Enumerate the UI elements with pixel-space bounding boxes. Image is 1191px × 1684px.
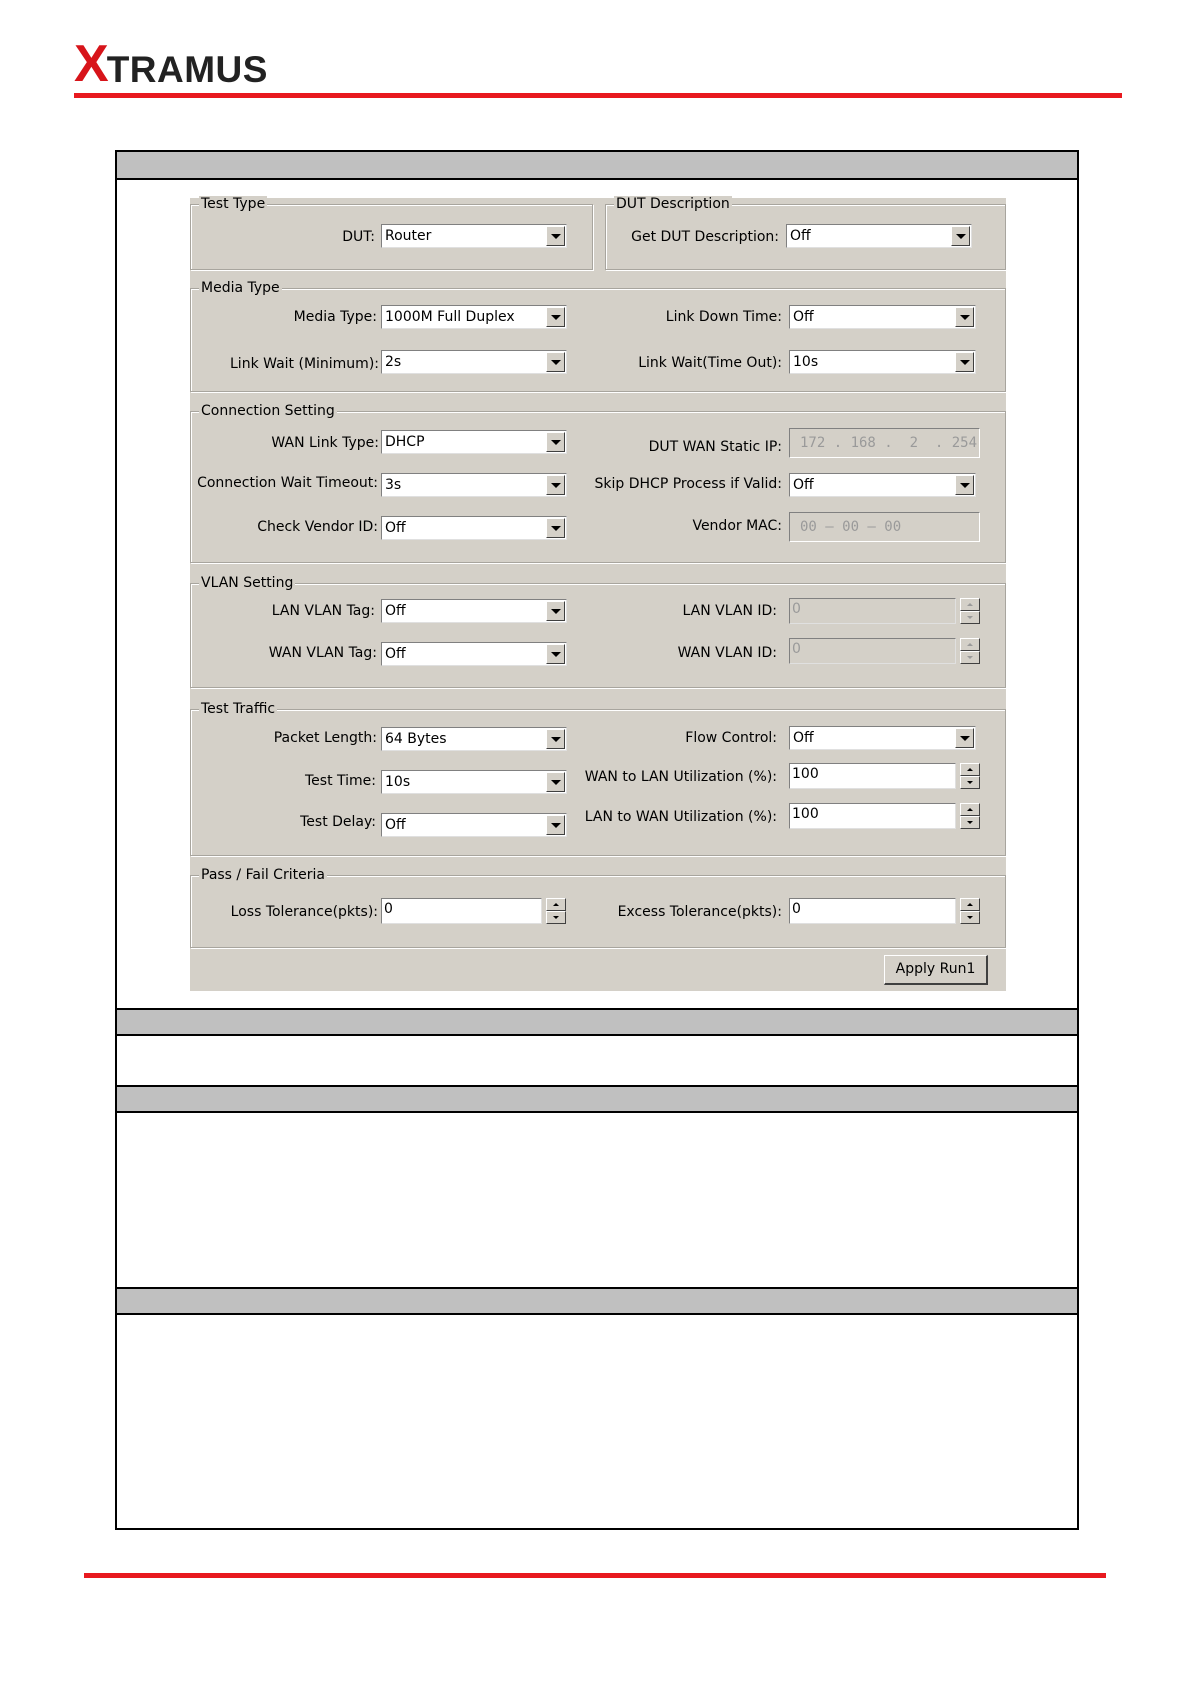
spin-down-icon[interactable] [960,776,980,789]
test-type-legend: Test Type [201,196,266,212]
chevron-down-icon[interactable] [546,815,565,835]
spin-up-icon[interactable] [546,898,566,911]
xtramus-logo [74,35,268,93]
test-time-value: 10s [385,774,411,790]
dut-wan-static-ip-label: DUT WAN Static IP: [648,439,782,455]
connection-wait-timeout-value: 3s [385,477,402,493]
chevron-down-icon[interactable] [546,601,565,621]
connection-setting-legend: Connection Setting [201,403,335,419]
chevron-down-icon[interactable] [546,772,565,792]
wan-to-lan-utilization-input[interactable] [789,763,956,789]
dut-select[interactable] [381,224,567,248]
chevron-down-icon[interactable] [955,475,974,495]
lan-vlan-tag-value: Off [385,603,406,619]
skip-dhcp-label: Skip DHCP Process if Valid: [594,476,782,492]
chevron-down-icon[interactable] [546,226,565,246]
loss-tolerance-value: 0 [384,901,393,917]
chevron-down-icon[interactable] [955,307,974,327]
loss-tolerance-label: Loss Tolerance(pkts): [230,904,378,920]
chevron-down-icon[interactable] [546,475,565,495]
test-traffic-legend: Test Traffic [201,701,276,717]
flow-control-select[interactable] [789,726,976,750]
lan-vlan-tag-select[interactable] [381,599,567,623]
link-down-time-value: Off [793,309,814,325]
packet-length-value: 64 Bytes [385,731,447,747]
excess-tolerance-input[interactable] [789,898,956,924]
chevron-down-icon[interactable] [546,307,565,327]
spin-up-icon[interactable] [960,763,980,776]
chevron-down-icon[interactable] [546,352,565,372]
get-dut-description-select[interactable] [786,224,972,248]
test-delay-label: Test Delay: [300,814,376,830]
loss-tolerance-stepper[interactable] [546,898,566,924]
lan-to-wan-utilization-stepper[interactable] [960,803,980,829]
spin-down-icon [960,651,980,664]
media-type-label: Media Type: [293,309,377,325]
spin-up-icon [960,598,980,611]
packet-length-label: Packet Length: [273,730,377,746]
wan-link-type-select[interactable] [381,430,567,454]
excess-tolerance-label: Excess Tolerance(pkts): [617,904,782,920]
chevron-down-icon[interactable] [546,518,565,538]
link-wait-min-value: 2s [385,354,402,370]
wan-vlan-id-input [789,638,956,664]
wan-to-lan-utilization-stepper[interactable] [960,763,980,789]
logo-text: TRAMUS [106,49,268,90]
table-header-band [117,1008,1077,1036]
wan-vlan-tag-label: WAN VLAN Tag: [268,645,377,661]
link-down-time-label: Link Down Time: [665,309,782,325]
get-dut-description-label: Get DUT Description: [631,229,779,245]
wan-vlan-tag-value: Off [385,646,406,662]
spin-down-icon[interactable] [546,911,566,924]
loss-tolerance-input[interactable] [381,898,542,924]
dut-wan-static-ip-field: 172 . 168 . 2 . 254 [789,428,980,458]
flow-control-label: Flow Control: [685,730,777,746]
media-type-legend: Media Type [201,280,280,296]
logo-x: X [74,35,109,93]
spin-up-icon[interactable] [960,898,980,911]
lan-to-wan-utilization-value: 100 [792,806,819,822]
table-header-band [117,1287,1077,1315]
spin-down-icon [960,611,980,624]
link-wait-min-select[interactable] [381,350,567,374]
link-wait-timeout-value: 10s [793,354,819,370]
test-time-label: Test Time: [305,773,376,789]
spin-up-icon[interactable] [960,803,980,816]
lan-vlan-id-value: 0 [792,601,801,617]
vlan-setting-legend: VLAN Setting [201,575,294,591]
wan-link-type-label: WAN Link Type: [271,435,379,451]
lan-to-wan-utilization-label: LAN to WAN Utilization (%): [584,809,777,825]
skip-dhcp-select[interactable] [789,473,976,497]
spin-up-icon [960,638,980,651]
wan-link-type-value: DHCP [385,434,425,450]
spin-down-icon[interactable] [960,911,980,924]
wan-vlan-id-value: 0 [792,641,801,657]
chevron-down-icon[interactable] [546,644,565,664]
chevron-down-icon[interactable] [546,729,565,749]
get-dut-description-value: Off [790,228,811,244]
spin-down-icon[interactable] [960,816,980,829]
lan-to-wan-utilization-input[interactable] [789,803,956,829]
link-down-time-select[interactable] [789,305,976,329]
pass-fail-criteria-legend: Pass / Fail Criteria [201,867,325,883]
dut-description-legend: DUT Description [616,196,730,212]
wan-vlan-tag-select[interactable] [381,642,567,666]
media-type-select[interactable] [381,305,567,329]
chevron-down-icon[interactable] [955,352,974,372]
lan-vlan-id-label: LAN VLAN ID: [682,603,777,619]
header-divider [74,93,1122,98]
link-wait-timeout-select[interactable] [789,350,976,374]
wan-to-lan-utilization-label: WAN to LAN Utilization (%): [584,769,777,785]
lan-vlan-id-input [789,598,956,624]
chevron-down-icon[interactable] [955,728,974,748]
link-wait-min-label: Link Wait (Minimum): [230,356,379,372]
chevron-down-icon[interactable] [546,432,565,452]
excess-tolerance-value: 0 [792,901,801,917]
config-panel [190,198,1006,991]
flow-control-value: Off [793,730,814,746]
wan-vlan-id-stepper [960,638,980,664]
dut-value: Router [385,228,432,244]
test-delay-select[interactable] [381,813,567,837]
vendor-mac-label: Vendor MAC: [692,518,782,534]
table-header-band [117,152,1077,180]
test-time-select[interactable] [381,770,567,794]
packet-length-select[interactable] [381,727,567,751]
check-vendor-id-label: Check Vendor ID: [257,519,378,535]
connection-wait-timeout-select[interactable] [381,473,567,497]
vendor-mac-field: 00 – 00 – 00 [789,512,980,542]
chevron-down-icon[interactable] [951,226,970,246]
link-wait-timeout-label: Link Wait(Time Out): [638,355,782,371]
media-type-value: 1000M Full Duplex [385,309,515,325]
table-header-band [117,1085,1077,1113]
lan-vlan-tag-label: LAN VLAN Tag: [271,603,375,619]
media-type-group [190,280,1006,392]
excess-tolerance-stepper[interactable] [960,898,980,924]
footer-divider [84,1573,1106,1578]
lan-vlan-id-stepper [960,598,980,624]
test-delay-value: Off [385,817,406,833]
wan-to-lan-utilization-value: 100 [792,766,819,782]
skip-dhcp-value: Off [793,477,814,493]
dut-label: DUT: [342,229,375,245]
wan-vlan-id-label: WAN VLAN ID: [677,645,777,661]
check-vendor-id-select[interactable] [381,516,567,540]
apply-run1-button[interactable]: Apply Run1 [884,955,988,985]
connection-wait-timeout-label: Connection Wait Timeout: [197,475,378,491]
check-vendor-id-value: Off [385,520,406,536]
